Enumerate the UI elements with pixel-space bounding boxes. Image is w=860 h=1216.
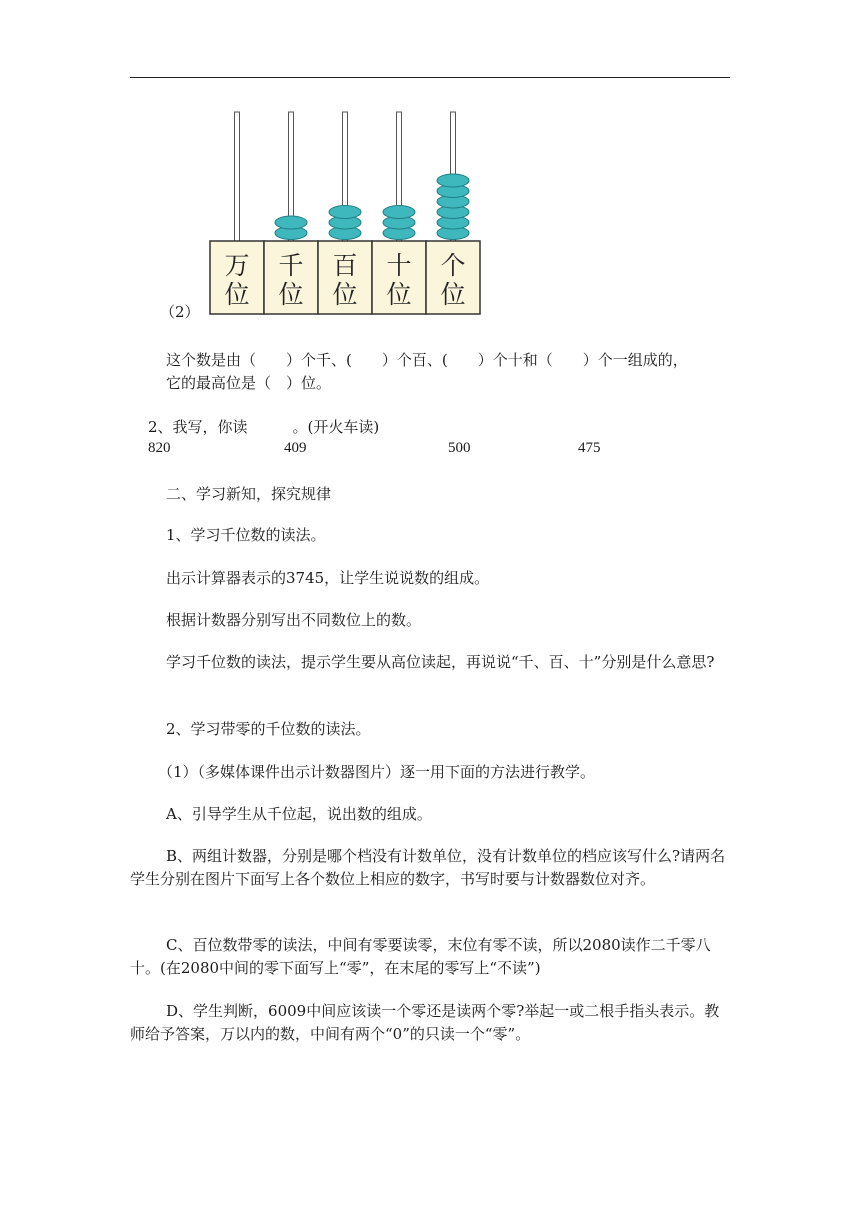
abacus-bead: [329, 206, 361, 219]
paragraph-1: 1、学习千位数的读法。: [166, 526, 326, 544]
header-rule: [130, 77, 730, 78]
place-label-top: 十: [386, 251, 412, 280]
paragraph-10: D、学生判断，6009中间应该读一个零还是读两个零?举起一或二根手指头表示。教师给予答案，万以内的数，中间有两个“0”的只读一个“零”。: [130, 1002, 720, 1043]
number-409: 409: [284, 440, 307, 456]
abacus-bead: [275, 216, 307, 229]
place-label-bottom: 位: [278, 280, 304, 309]
place-label-bottom: 位: [224, 280, 250, 309]
abacus-drawing: [160, 100, 500, 330]
place-label-top: 万: [224, 251, 250, 280]
paragraph-6: （1）（多媒体课件出示计数器图片）逐一用下面的方法进行教学。: [158, 763, 596, 781]
composition-line-1: 这个数是由（ ）个千、( ）个百、( ）个十和（ ）个一组成的，: [166, 351, 688, 369]
place-label-top: 个: [440, 251, 466, 280]
composition-line-2: 它的最高位是（ ）位。: [166, 374, 332, 392]
place-label-bottom: 位: [440, 280, 466, 309]
paragraph-8: B、两组计数器，分别是哪个档没有计数单位，没有计数单位的档应该写什么?请两名学生分别在图片下面写上各个数位上相应的数字，书写时要与计数器数位对齐。: [130, 847, 726, 888]
abacus-bead: [437, 174, 469, 187]
abacus-rod: [235, 112, 240, 241]
place-label-bottom: 位: [386, 280, 412, 309]
abacus-bead: [383, 206, 415, 219]
paragraph-5: 2、学习带零的千位数的读法。: [166, 720, 371, 738]
section-2-heading: 二、学习新知，探究规律: [166, 485, 332, 503]
paragraph-9: C、百位数带零的读法，中间有零要读零，末位有零不读，所以2080读作二千零八十。(在2080中间的零下面写上“零”，在末尾的零写上“不读”): [130, 936, 711, 977]
abacus-figure: [160, 100, 500, 330]
place-label-bottom: 位: [332, 280, 358, 309]
paragraph-4: 学习千位数的读法，提示学生要从高位读起，再说说“千、百、十”分别是什么意思?: [166, 653, 715, 671]
number-475: 475: [578, 440, 601, 456]
paragraph-3: 根据计数器分别写出不同数位上的数。: [166, 611, 422, 629]
number-500: 500: [448, 440, 471, 456]
place-label-top: 百: [332, 251, 358, 280]
number-820: 820: [148, 440, 171, 456]
paragraph-7: A、引导学生从千位起，说出数的组成。: [166, 805, 432, 823]
paragraph-2: 出示计算器表示的3745，让学生说说数的组成。: [166, 569, 490, 587]
question-label: （2）: [160, 303, 200, 321]
place-label-top: 千: [278, 251, 304, 280]
item-2-title: 2、我写，你读 。(开火车读): [148, 418, 380, 436]
